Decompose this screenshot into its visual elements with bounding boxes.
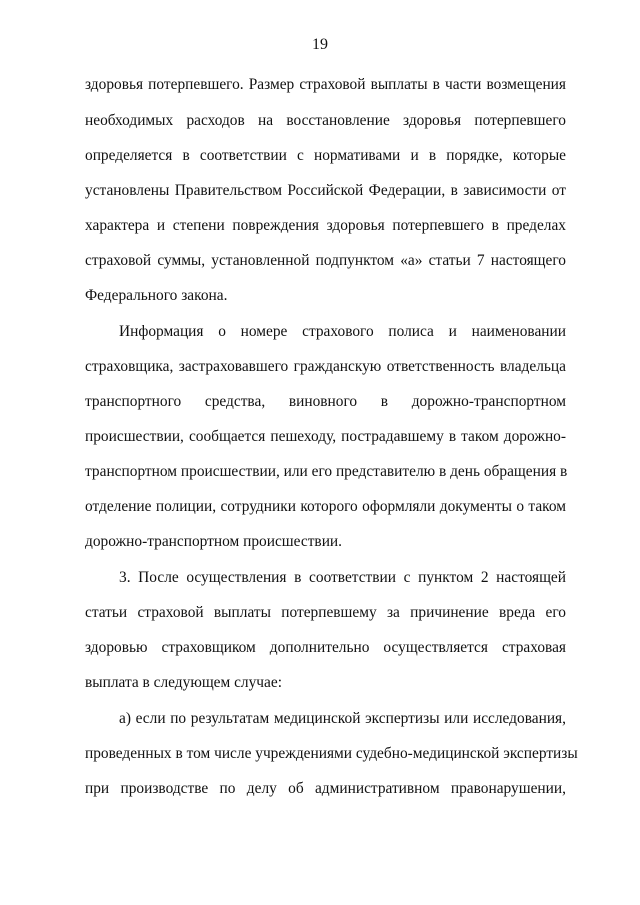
text-line: статьи страховой выплаты потерпевшему за причинение вреда его [85, 604, 566, 621]
text-line: характера и степени повреждения здоровья потерпевшего в пределах [85, 217, 566, 234]
page-number: 19 [312, 36, 328, 53]
text-line: транспортном происшествии, или его представителю в день обращения в [85, 463, 568, 480]
text-line: происшествии, сообщается пешеходу, пострадавшему в таком дорожно- [85, 428, 566, 445]
text-line: транспортного средства, виновного в дорожно-транспортном [85, 393, 566, 410]
text-line: Информация о номере страхового полиса и наименовании [119, 323, 566, 340]
text-line: здоровью страховщиком дополнительно осуществляется страховая [85, 639, 566, 656]
text-line: дорожно-транспортном происшествии. [85, 533, 343, 550]
text-line: при производстве по делу об административном правонарушении, [85, 780, 566, 797]
text-line: Федерального закона. [85, 287, 228, 304]
text-line: отделение полиции, сотрудники которого оформляли документы о таком [85, 498, 566, 515]
text-line: страховой суммы, установленной подпунктом «а» статьи 7 настоящего [85, 252, 566, 269]
text-line: проведенных в том числе учреждениями судебно-медицинской экспертизы [85, 745, 578, 762]
text-line: установлены Правительством Российской Федерации, в зависимости от [85, 182, 566, 199]
text-line: 3. После осуществления в соответствии с пунктом 2 настоящей [119, 569, 566, 586]
text-line: а) если по результатам медицинской экспертизы или исследования, [119, 710, 566, 727]
text-line: выплата в следующем случае: [85, 674, 282, 691]
text-line: страховщика, застраховавшего гражданскую ответственность владельца [85, 358, 566, 375]
text-line: необходимых расходов на восстановление здоровья потерпевшего [85, 112, 566, 129]
text-line: здоровья потерпевшего. Размер страховой выплаты в части возмещения [85, 76, 566, 93]
text-line: определяется в соответствии с нормативами и в порядке, которые [85, 147, 566, 164]
